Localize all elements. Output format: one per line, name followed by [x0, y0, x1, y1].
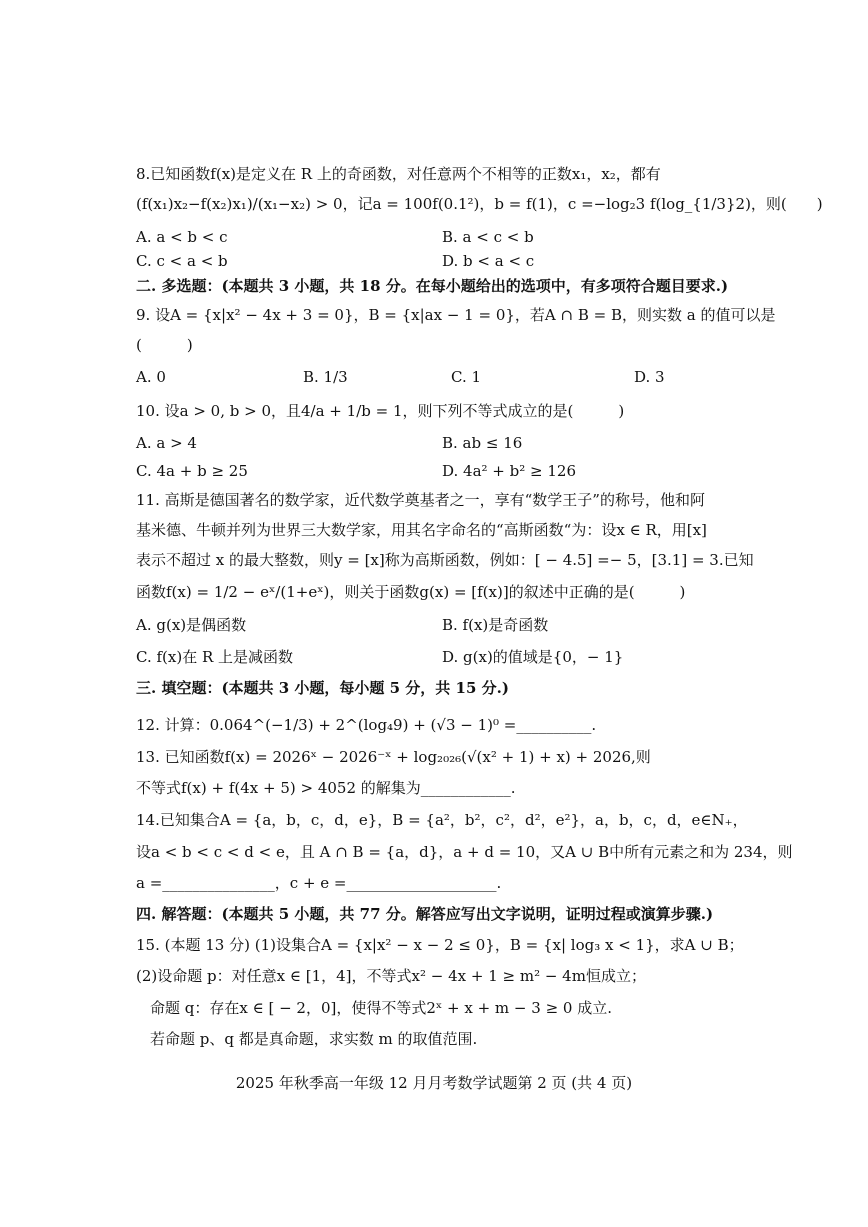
q13-stem-line2: 不等式f(x) + f(4x + 5) > 4052 的解集为____________.: [136, 779, 516, 797]
q13-stem-line1: 13. 已知函数f(x) = 2026ˣ − 2026⁻ˣ + log₂₀₂₆(√(x² + 1) + x) + 2026,则: [136, 748, 651, 766]
q10-option-a: A. a > 4: [136, 434, 197, 452]
q9-option-c: C. 1: [451, 368, 482, 386]
q12-stem: 12. 计算：0.064^(−1/3) + 2^(log₄9) + (√3 − 1)⁰ =__________.: [136, 716, 597, 734]
q10-option-c: C. 4a + b ≥ 25: [136, 462, 248, 480]
q11-stem-line4: 函数f(x) = 1/2 − eˣ/(1+eˣ)，则关于函数g(x) = [f(x)]的叙述中正确的是( ): [136, 583, 686, 601]
page-footer: 2025 年秋季高一年级 12 月月考数学试题第 2 页 (共 4 页): [235, 1074, 633, 1092]
q10-option-b: B. ab ≤ 16: [442, 434, 523, 452]
q14-stem-line3: a =_______________，c + e =____________________.: [136, 874, 502, 892]
q11-stem-line1: 11. 高斯是德国著名的数学家，近代数学奠基者之一，享有“数学王子”的称号，他和阿: [136, 491, 705, 509]
q15-part1: 15. (本题 13 分) (1)设集合A = {x|x² − x − 2 ≤ 0}，B = {x| log₃ x < 1}，求A ∪ B；: [136, 936, 744, 954]
q9-option-d: D. 3: [634, 368, 665, 386]
q11-stem-line2: 基米德、牛顿并列为世界三大数学家，用其名字命名的“高斯函数“为：设x ∈ R，用[x]: [136, 521, 707, 539]
q8-option-a: A. a < b < c: [136, 228, 228, 246]
q14-stem-line1: 14.已知集合A = {a，b，c，d，e}，B = {a²，b²，c²，d²，e²}，a，b，c，d，e∈N₊，: [136, 811, 748, 829]
q9-stem-line1: 9. 设A = {x|x² − 4x + 3 = 0}，B = {x|ax − 1 = 0}，若A ∩ B = B，则实数 a 的值可以是: [136, 306, 776, 324]
q11-option-d: D. g(x)的值域是{0，− 1}: [442, 648, 624, 666]
q11-option-c: C. f(x)在 R 上是减函数: [136, 648, 294, 666]
q11-option-b: B. f(x)是奇函数: [442, 616, 549, 634]
q8-stem-line2: (f(x₁)x₂−f(x₂)x₁)/(x₁−x₂) > 0，记a = 100f(0.1²)，b = f(1)，c =−log₂3 f(log_{1/3}2)，则( ): [136, 195, 823, 213]
q11-option-a: A. g(x)是偶函数: [136, 616, 247, 634]
q9-option-b: B. 1/3: [303, 368, 348, 386]
q9-option-a: A. 0: [136, 368, 166, 386]
q11-stem-line3: 表示不超过 x 的最大整数，则y = [x]称为高斯函数，例如：[ − 4.5] =− 5，[3.1] = 3.已知: [136, 551, 754, 569]
q14-stem-line2: 设a < b < c < d < e，且 A ∩ B = {a，d}，a + d = 10，又A ∪ B中所有元素之和为 234，则: [136, 843, 793, 861]
section-3-heading: 三. 填空题：(本题共 3 小题，每小题 5 分，共 15 分.): [136, 679, 509, 697]
q8-stem-line1: 8.已知函数f(x)是定义在 R 上的奇函数，对任意两个不相等的正数x₁，x₂，都有: [136, 165, 661, 183]
q8-option-c: C. c < a < b: [136, 252, 228, 270]
section-4-heading: 四. 解答题：(本题共 5 小题，共 77 分。解答应写出文字说明，证明过程或演算步骤.): [136, 905, 714, 923]
q9-stem-line2: ( ): [136, 336, 193, 354]
q15-part2-line1: (2)设命题 p：对任意x ∈ [1，4]，不等式x² − 4x + 1 ≥ m² − 4m恒成立；: [136, 967, 646, 985]
q10-option-d: D. 4a² + b² ≥ 126: [442, 462, 576, 480]
q15-part2-line3: 若命题 p、q 都是真命题，求实数 m 的取值范围.: [150, 1030, 478, 1048]
q10-stem: 10. 设a > 0, b > 0，且4/a + 1/b = 1，则下列不等式成立的是( ): [136, 402, 625, 420]
q8-option-b: B. a < c < b: [442, 228, 534, 246]
q15-part2-line2: 命题 q：存在x ∈ [ − 2，0]，使得不等式2ˣ + x + m − 3 ≥ 0 成立.: [150, 999, 612, 1017]
section-2-heading: 二. 多选题：(本题共 3 小题，共 18 分。在每小题给出的选项中，有多项符合题目要求.): [136, 277, 729, 295]
q8-option-d: D. b < a < c: [442, 252, 535, 270]
